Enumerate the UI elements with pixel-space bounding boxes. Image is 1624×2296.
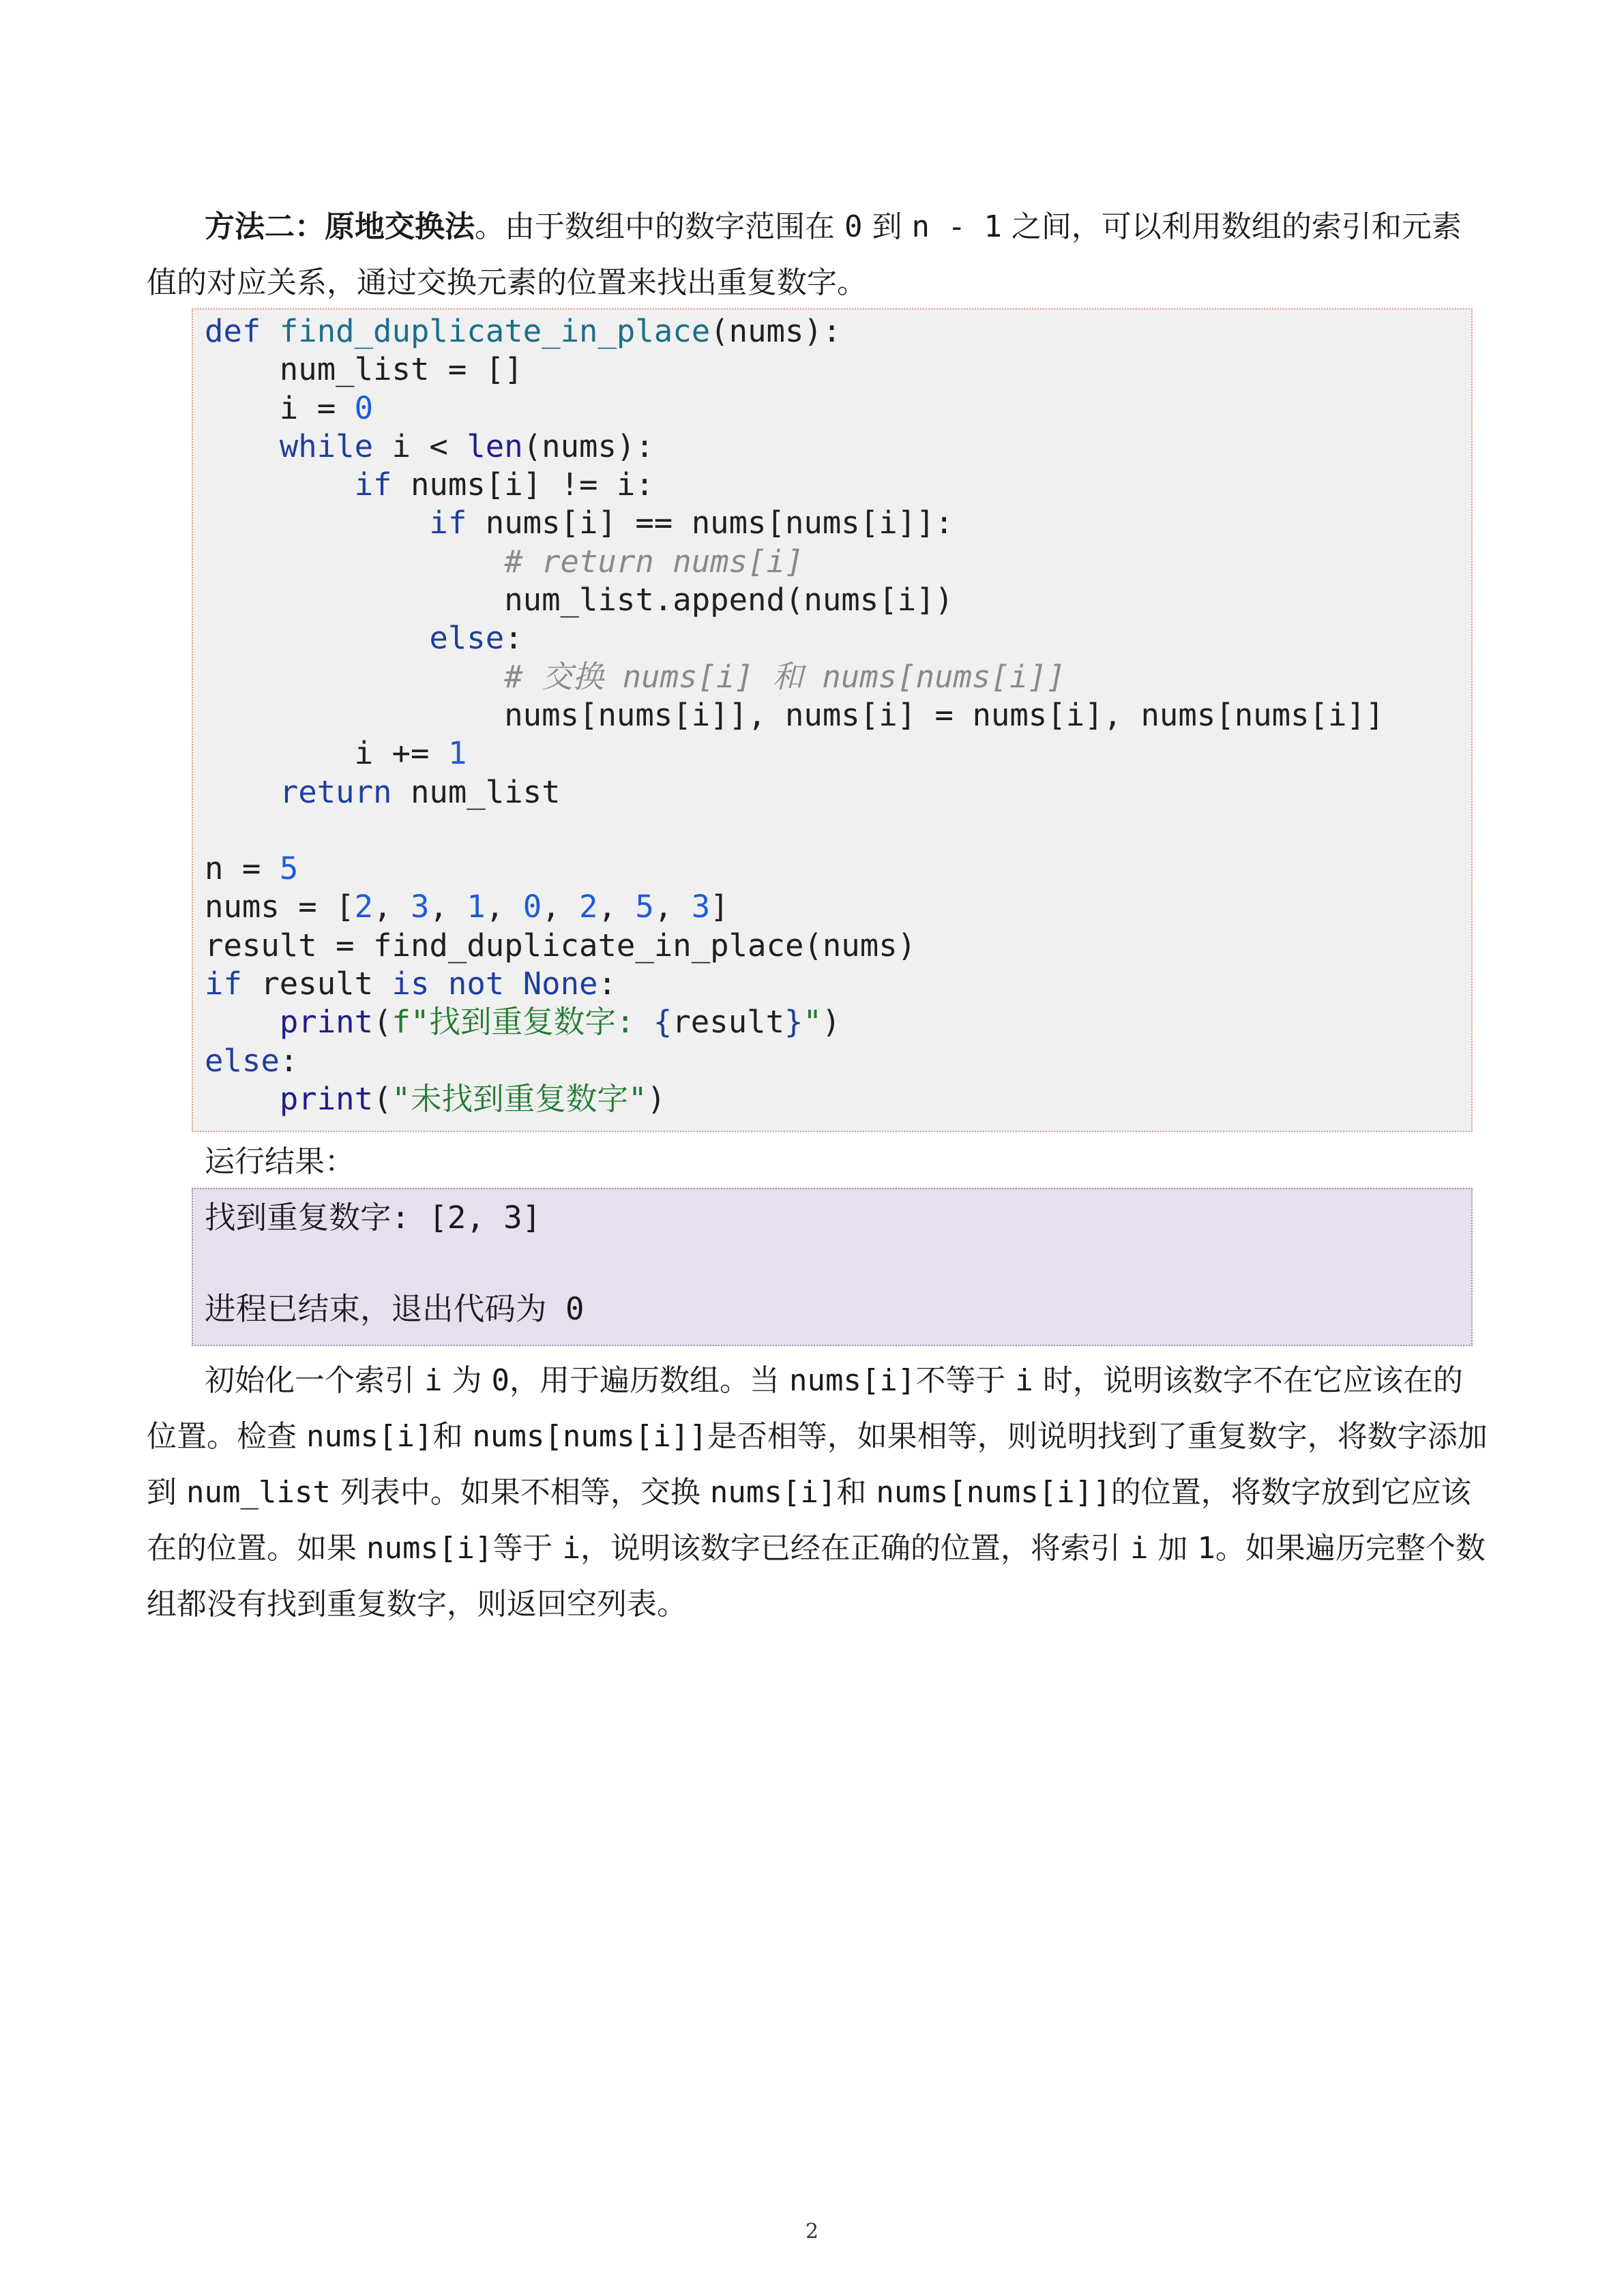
- code-text: def find_duplicate_in_place(nums): num_list = [] i = 0 while i < len(nums): if nums[i] != i: if nums[i] == nums[nums[i]]: # return nums[i] num_list.append(nums[i]) else: # 交换 nums[i] 和 nums[nums[i]] nums[nums[i]], nums[i] = nums[i], nums[nums[i]] i += 1 return num_list n = 5 nums = [2, 3, 1, 0, 2, 5, 3] result = find_duplicate_in_place(nums) if result is not None: print(f"找到重复数字: {result}") else: print("未找到重复数字"): [205, 313, 1385, 1117]
- output-block: [192, 1188, 1473, 1346]
- explanation-paragraph: 初始化一个索引 i 为 0，用于遍历数组。当 nums[i]不等于 i 时，说明该数字不在它应该在的位置。检查 nums[i]和 nums[nums[i]]是否相等，如果相等，则说明找到了重复数字，将数字添加到 num_list 列表中。如果不相等，交换 nums[i]和 nums[nums[i]]的位置，将数字放到它应该在的位置。如果 nums[i]等于 i，说明该数字已经在正确的位置，将索引 i 加 1。如果遍历完整个数组都没有找到重复数字，则返回空列表。: [147, 1363, 1488, 1622]
- code-block: [192, 308, 1473, 1132]
- intro-paragraph: 方法二：原地交换法。由于数组中的数字范围在 0 到 n - 1 之间，可以利用数组的索引和元素值的对应关系，通过交换元素的位置来找出重复数字。: [147, 209, 1462, 300]
- output-text: 找到重复数字: [2, 3] 进程已结束，退出代码为 0: [205, 1199, 585, 1327]
- method-title: 方法二：原地交换法: [205, 209, 475, 244]
- run-result-label: 运行结果：: [205, 1144, 355, 1179]
- page-number: 2: [805, 2220, 819, 2243]
